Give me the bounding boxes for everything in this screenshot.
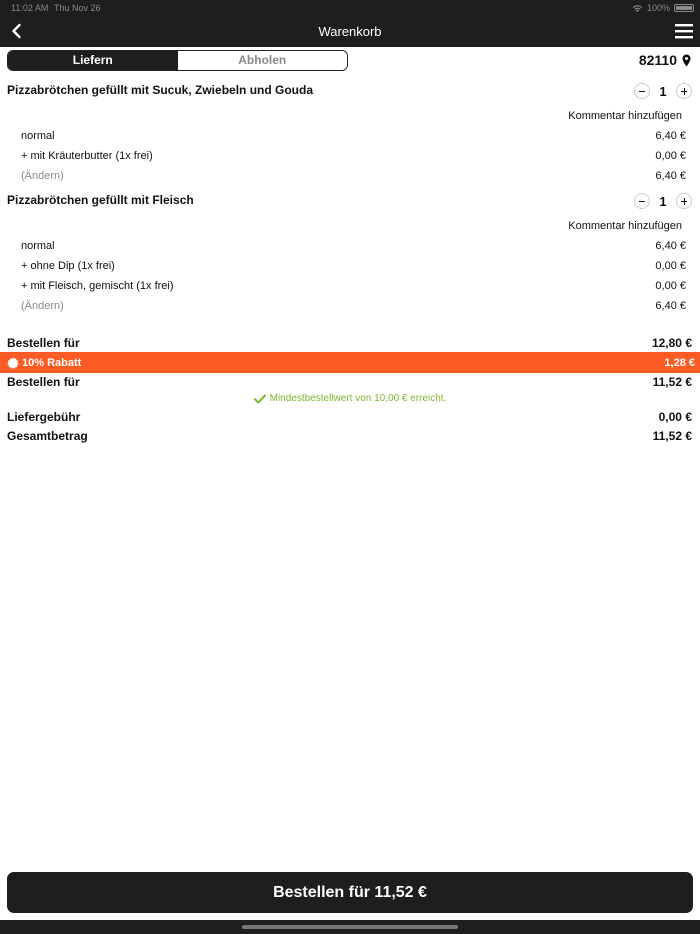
quantity-value: 1 [659,83,667,99]
discounted-total-row [7,375,692,389]
nav-bar [0,16,700,47]
delivery-mode-toggle [7,50,348,71]
discount-value: 1,28 € [664,356,695,369]
battery-percent: 100% [646,3,670,13]
tab-abholen[interactable]: Abholen [178,51,348,70]
status-right [632,3,694,13]
grand-total-value: 11,52 € [652,429,692,443]
item-option-line [21,130,686,142]
discount-label: 10% Rabatt [22,356,82,369]
delivery-fee-value: 0,00 € [658,410,692,424]
item-option-line [21,150,686,162]
change-item-link[interactable]: (Ändern) [21,300,64,312]
option-label: normal [21,130,55,142]
item-change-line [21,170,686,182]
status-date: Thu Nov 26 [54,3,101,13]
page-title: Warenkorb [318,24,382,39]
subtotal-label: Bestellen für [7,336,80,350]
add-comment-link[interactable]: Kommentar hinzufügen [568,110,682,122]
zip-code: 82110 [638,52,677,68]
discount-banner [0,352,700,373]
grand-total-row [7,429,692,443]
status-time: 11:02 AM [11,3,49,13]
home-indicator[interactable] [242,925,458,929]
option-price: 0,00 € [655,150,686,162]
change-item-link[interactable]: (Ändern) [21,170,64,182]
cart-item-name: Pizzabrötchen gefüllt mit Fleisch [7,193,194,207]
quantity-stepper [634,192,692,210]
option-label: normal [21,240,55,252]
place-order-button[interactable]: Bestellen für 11,52 € [7,872,693,913]
location-pin-icon [682,54,691,67]
option-label: + ohne Dip (1x frei) [21,260,115,272]
item-total: 6,40 € [655,300,686,312]
subtotal-row [7,336,692,350]
option-price: 6,40 € [655,130,686,142]
decrease-quantity-button[interactable] [634,83,650,99]
location-zip[interactable] [639,52,691,68]
home-indicator-area [0,920,700,934]
grand-total-label: Gesamtbetrag [7,429,88,443]
discounted-total-value: 11,52 € [652,375,692,389]
hamburger-menu-icon[interactable] [674,22,694,40]
delivery-fee-row [7,410,692,424]
option-price: 6,40 € [655,240,686,252]
item-option-line [21,240,686,252]
option-price: 0,00 € [655,260,686,272]
add-comment-link[interactable]: Kommentar hinzufügen [568,220,682,232]
tab-liefern[interactable]: Liefern [8,51,178,70]
increase-quantity-button[interactable] [676,193,692,209]
decrease-quantity-button[interactable] [634,193,650,209]
option-label: + mit Fleisch, gemischt (1x frei) [21,280,174,292]
item-option-line [21,280,686,292]
quantity-value: 1 [659,193,667,209]
increase-quantity-button[interactable] [676,83,692,99]
min-order-note [0,393,700,404]
wifi-icon [632,4,643,13]
cart-item-name: Pizzabrötchen gefüllt mit Sucuk, Zwiebeln und Gouda [7,83,314,97]
checkmark-icon [254,394,266,404]
option-label: + mit Kräuterbutter (1x frei) [21,150,153,162]
delivery-fee-label: Liefergebühr [7,410,81,424]
discounted-total-label: Bestellen für [7,375,80,389]
item-option-line [21,260,686,272]
min-order-text: Mindestbestellwert von 10,00 € erreicht. [269,393,447,404]
battery-icon [674,4,694,12]
status-bar [0,0,700,16]
subtotal-value: 12,80 € [651,336,692,350]
item-total: 6,40 € [655,170,686,182]
discount-badge-icon [7,357,19,369]
option-price: 0,00 € [655,280,686,292]
item-change-line [21,300,686,312]
quantity-stepper [634,82,692,100]
